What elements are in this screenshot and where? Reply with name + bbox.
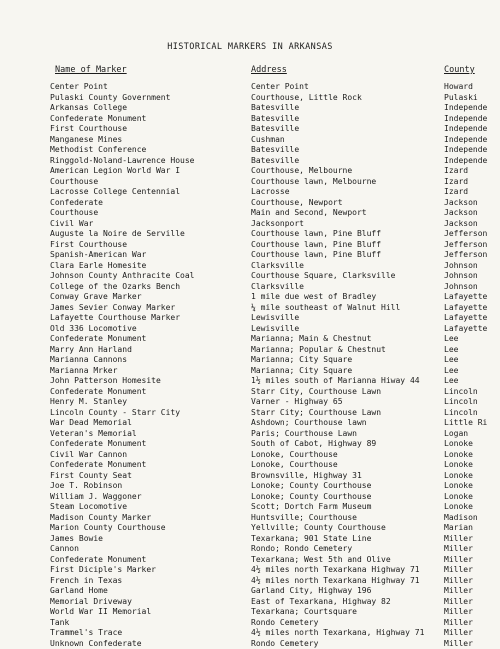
marker-name: Civil War Cannon: [50, 450, 248, 461]
marker-county: Miller: [444, 576, 500, 587]
marker-name: James Bowie: [50, 534, 248, 545]
marker-name: Memorial Driveway: [50, 597, 248, 608]
page-title: HISTORICAL MARKERS IN ARKANSAS: [0, 42, 500, 52]
marker-address: Marianna; City Square: [251, 355, 441, 366]
marker-name: French in Texas: [50, 576, 248, 587]
marker-county: Miller: [444, 597, 500, 608]
table-row: [0, 387, 500, 398]
marker-address: Batesville: [251, 103, 441, 114]
marker-name: Manganese Mines: [50, 135, 248, 146]
marker-name: Courthouse: [50, 177, 248, 188]
marker-address: Paris; Courthouse Lawn: [251, 429, 441, 440]
marker-county: Lonoke: [444, 460, 500, 471]
marker-address: Courthouse lawn, Pine Bluff: [251, 229, 441, 240]
marker-county: Miller: [444, 639, 500, 649]
table-row: [0, 397, 500, 408]
table-row: [0, 292, 500, 303]
marker-name: Confederate: [50, 198, 248, 209]
marker-county: Johnson: [444, 282, 500, 293]
table-row: [0, 408, 500, 419]
marker-address: Courthouse lawn, Pine Bluff: [251, 240, 441, 251]
marker-address: Rondo Cemetery: [251, 618, 441, 629]
marker-address: Ashdown; Courthouse lawn: [251, 418, 441, 429]
table-row: [0, 103, 500, 114]
marker-county: Lee: [444, 355, 500, 366]
table-row: [0, 418, 500, 429]
marker-county: Logan: [444, 429, 500, 440]
marker-address: Texarkana; Courtsquare: [251, 607, 441, 618]
marker-name: College of the Ozarks Bench: [50, 282, 248, 293]
marker-county: Lonoke: [444, 471, 500, 482]
marker-address: ¼ mile southeast of Walnut Hill: [251, 303, 441, 314]
marker-name: Joe T. Robinson: [50, 481, 248, 492]
marker-address: Scott; Dortch Farm Museum: [251, 502, 441, 513]
table-row: [0, 513, 500, 524]
marker-county: Miller: [444, 607, 500, 618]
marker-name: Veteran's Memorial: [50, 429, 248, 440]
table-row: [0, 639, 500, 649]
marker-name: First Courthouse: [50, 124, 248, 135]
marker-address: Yellville; County Courthouse: [251, 523, 441, 534]
table-row: [0, 628, 500, 639]
table-row: [0, 523, 500, 534]
table-row: [0, 471, 500, 482]
table-row: [0, 502, 500, 513]
table-row: [0, 82, 500, 93]
table-row: [0, 271, 500, 282]
marker-list: [0, 82, 500, 649]
marker-address: Center Point: [251, 82, 441, 93]
marker-address: Clarksville: [251, 261, 441, 272]
marker-county: Lonoke: [444, 481, 500, 492]
marker-address: Jacksonport: [251, 219, 441, 230]
marker-name: Trammel's Trace: [50, 628, 248, 639]
marker-address: 4½ miles north Texarkana, Highway 71: [251, 628, 441, 639]
marker-county: Izard: [444, 177, 500, 188]
marker-county: Jackson: [444, 198, 500, 209]
marker-name: Lafayette Courthouse Marker: [50, 313, 248, 324]
marker-address: Batesville: [251, 114, 441, 125]
marker-address: Courthouse, Melbourne: [251, 166, 441, 177]
marker-county: Miller: [444, 534, 500, 545]
marker-name: Marianna Cannons: [50, 355, 248, 366]
marker-county: Miller: [444, 565, 500, 576]
marker-name: Old 336 Locomotive: [50, 324, 248, 335]
marker-address: Rondo; Rondo Cemetery: [251, 544, 441, 555]
marker-county: Jackson: [444, 208, 500, 219]
marker-address: East of Texarkana, Highway 82: [251, 597, 441, 608]
marker-address: Courthouse lawn, Pine Bluff: [251, 250, 441, 261]
marker-name: Madison County Marker: [50, 513, 248, 524]
marker-address: 4½ miles north Texarkana Highway 71: [251, 565, 441, 576]
marker-county: Independe: [444, 156, 500, 167]
marker-county: Lincoln: [444, 397, 500, 408]
marker-county: Lee: [444, 376, 500, 387]
table-row: [0, 208, 500, 219]
marker-name: Courthouse: [50, 208, 248, 219]
marker-county: Independe: [444, 124, 500, 135]
marker-name: Clara Earle Homesite: [50, 261, 248, 272]
table-row: [0, 345, 500, 356]
table-row: [0, 334, 500, 345]
marker-county: Miller: [444, 628, 500, 639]
marker-address: Brownsville, Highway 31: [251, 471, 441, 482]
marker-county: Independe: [444, 135, 500, 146]
marker-address: Texarkana; 901 State Line: [251, 534, 441, 545]
marker-name: Cannon: [50, 544, 248, 555]
table-row: [0, 145, 500, 156]
marker-address: Lonoke, Courthouse: [251, 460, 441, 471]
marker-name: Tank: [50, 618, 248, 629]
marker-name: Civil War: [50, 219, 248, 230]
marker-address: 4½ miles north Texarkana Highway 71: [251, 576, 441, 587]
marker-address: Varner - Highway 65: [251, 397, 441, 408]
table-row: [0, 93, 500, 104]
table-row: [0, 324, 500, 335]
marker-name: Spanish-American War: [50, 250, 248, 261]
table-row: [0, 261, 500, 272]
marker-name: Johnson County Anthracite Coal: [50, 271, 248, 282]
marker-address: Courthouse Square, Clarksville: [251, 271, 441, 282]
marker-county: Miller: [444, 618, 500, 629]
table-row: [0, 282, 500, 293]
table-row: [0, 355, 500, 366]
marker-name: Lincoln County - Starr City: [50, 408, 248, 419]
table-row: [0, 187, 500, 198]
table-row: [0, 114, 500, 125]
table-row: [0, 366, 500, 377]
marker-county: Lonoke: [444, 492, 500, 503]
marker-address: Main and Second, Newport: [251, 208, 441, 219]
marker-name: American Legion World War I: [50, 166, 248, 177]
marker-name: Confederate Monument: [50, 334, 248, 345]
table-row: [0, 597, 500, 608]
marker-address: Courthouse, Newport: [251, 198, 441, 209]
marker-address: Clarksville: [251, 282, 441, 293]
marker-county: Howard: [444, 82, 500, 93]
table-row: [0, 544, 500, 555]
marker-address: South of Cabot, Highway 89: [251, 439, 441, 450]
marker-name: First Diciple's Marker: [50, 565, 248, 576]
marker-name: First Courthouse: [50, 240, 248, 251]
marker-county: Miller: [444, 586, 500, 597]
marker-name: Auguste la Noire de Serville: [50, 229, 248, 240]
table-row: [0, 481, 500, 492]
marker-name: Confederate Monument: [50, 555, 248, 566]
marker-name: Confederate Monument: [50, 114, 248, 125]
marker-name: Lacrosse College Centennial: [50, 187, 248, 198]
table-row: [0, 303, 500, 314]
table-row: [0, 618, 500, 629]
table-row: [0, 240, 500, 251]
marker-address: Cushman: [251, 135, 441, 146]
marker-address: Marianna; Main & Chestnut: [251, 334, 441, 345]
marker-address: Courthouse, Little Rock: [251, 93, 441, 104]
table-row: [0, 450, 500, 461]
marker-county: Jackson: [444, 219, 500, 230]
marker-county: Jefferson: [444, 229, 500, 240]
marker-name: Unknown Confederate: [50, 639, 248, 649]
marker-county: Miller: [444, 544, 500, 555]
marker-county: Lonoke: [444, 439, 500, 450]
marker-name: War Dead Memorial: [50, 418, 248, 429]
marker-address: Batesville: [251, 145, 441, 156]
marker-county: Lonoke: [444, 502, 500, 513]
marker-name: Confederate Monument: [50, 460, 248, 471]
marker-address: 1 mile due west of Bradley: [251, 292, 441, 303]
marker-name: Methodist Conference: [50, 145, 248, 156]
marker-address: Lonoke; County Courthouse: [251, 481, 441, 492]
table-row: [0, 576, 500, 587]
marker-county: Jefferson: [444, 240, 500, 251]
column-header-name: Name of Marker: [55, 65, 127, 75]
table-row: [0, 555, 500, 566]
table-row: [0, 607, 500, 618]
marker-county: Lafayette: [444, 324, 500, 335]
marker-address: Starr City; Courthouse Lawn: [251, 408, 441, 419]
marker-county: Madison: [444, 513, 500, 524]
marker-name: Marion County Courthouse: [50, 523, 248, 534]
marker-county: Little Ri: [444, 418, 500, 429]
table-row: [0, 124, 500, 135]
marker-address: 1½ miles south of Marianna Hiway 44: [251, 376, 441, 387]
marker-county: Izard: [444, 166, 500, 177]
marker-county: Marian: [444, 523, 500, 534]
marker-county: Lafayette: [444, 292, 500, 303]
marker-county: Lincoln: [444, 408, 500, 419]
marker-address: Batesville: [251, 156, 441, 167]
column-header-address: Address: [251, 65, 287, 75]
table-row: [0, 429, 500, 440]
marker-address: Huntsville; Courthouse: [251, 513, 441, 524]
table-row: [0, 313, 500, 324]
marker-county: Pulaski: [444, 93, 500, 104]
marker-name: First County Seat: [50, 471, 248, 482]
marker-county: Izard: [444, 187, 500, 198]
table-row: [0, 492, 500, 503]
marker-address: Lewisville: [251, 313, 441, 324]
marker-county: Johnson: [444, 271, 500, 282]
marker-address: Marianna; Popular & Chestnut: [251, 345, 441, 356]
marker-name: Steam Locomotive: [50, 502, 248, 513]
marker-address: Lonoke; County Courthouse: [251, 492, 441, 503]
table-row: [0, 460, 500, 471]
marker-county: Jefferson: [444, 250, 500, 261]
marker-name: World War II Memorial: [50, 607, 248, 618]
table-row: [0, 565, 500, 576]
marker-address: Texarkana; West 5th and Olive: [251, 555, 441, 566]
marker-name: Garland Home: [50, 586, 248, 597]
marker-address: Rondo Cemetery: [251, 639, 441, 649]
marker-address: Lonoke, Courthouse: [251, 450, 441, 461]
table-row: [0, 439, 500, 450]
marker-county: Lafayette: [444, 313, 500, 324]
marker-name: Conway Grave Marker: [50, 292, 248, 303]
table-row: [0, 198, 500, 209]
marker-county: Independe: [444, 145, 500, 156]
marker-name: Marianna Mrker: [50, 366, 248, 377]
marker-name: William J. Waggoner: [50, 492, 248, 503]
table-row: [0, 229, 500, 240]
marker-county: Independe: [444, 114, 500, 125]
marker-county: Lee: [444, 334, 500, 345]
table-row: [0, 219, 500, 230]
marker-address: Marianna; City Square: [251, 366, 441, 377]
marker-address: Starr City, Courthouse Lawn: [251, 387, 441, 398]
table-row: [0, 376, 500, 387]
marker-county: Miller: [444, 555, 500, 566]
marker-name: Confederate Monument: [50, 387, 248, 398]
marker-name: James Sevier Conway Marker: [50, 303, 248, 314]
marker-address: Garland City, Highway 196: [251, 586, 441, 597]
table-row: [0, 166, 500, 177]
marker-county: Lee: [444, 366, 500, 377]
marker-address: Batesville: [251, 124, 441, 135]
marker-county: Lee: [444, 345, 500, 356]
marker-name: Ringgold-Noland-Lawrence House: [50, 156, 248, 167]
column-header-county: County: [444, 65, 475, 75]
table-row: [0, 586, 500, 597]
marker-name: Arkansas College: [50, 103, 248, 114]
marker-address: Lacrosse: [251, 187, 441, 198]
marker-county: Lonoke: [444, 450, 500, 461]
table-row: [0, 177, 500, 188]
marker-county: Johnson: [444, 261, 500, 272]
marker-name: Pulaski County Government: [50, 93, 248, 104]
table-row: [0, 534, 500, 545]
marker-name: Center Point: [50, 82, 248, 93]
marker-county: Independe: [444, 103, 500, 114]
marker-county: Lafayette: [444, 303, 500, 314]
marker-name: John Patterson Homesite: [50, 376, 248, 387]
marker-name: Confederate Monument: [50, 439, 248, 450]
marker-name: Henry M. Stanley: [50, 397, 248, 408]
marker-address: Courthouse lawn, Melbourne: [251, 177, 441, 188]
table-row: [0, 250, 500, 261]
marker-county: Lincoln: [444, 387, 500, 398]
marker-name: Marry Ann Harland: [50, 345, 248, 356]
table-row: [0, 135, 500, 146]
table-row: [0, 156, 500, 167]
marker-address: Lewisville: [251, 324, 441, 335]
